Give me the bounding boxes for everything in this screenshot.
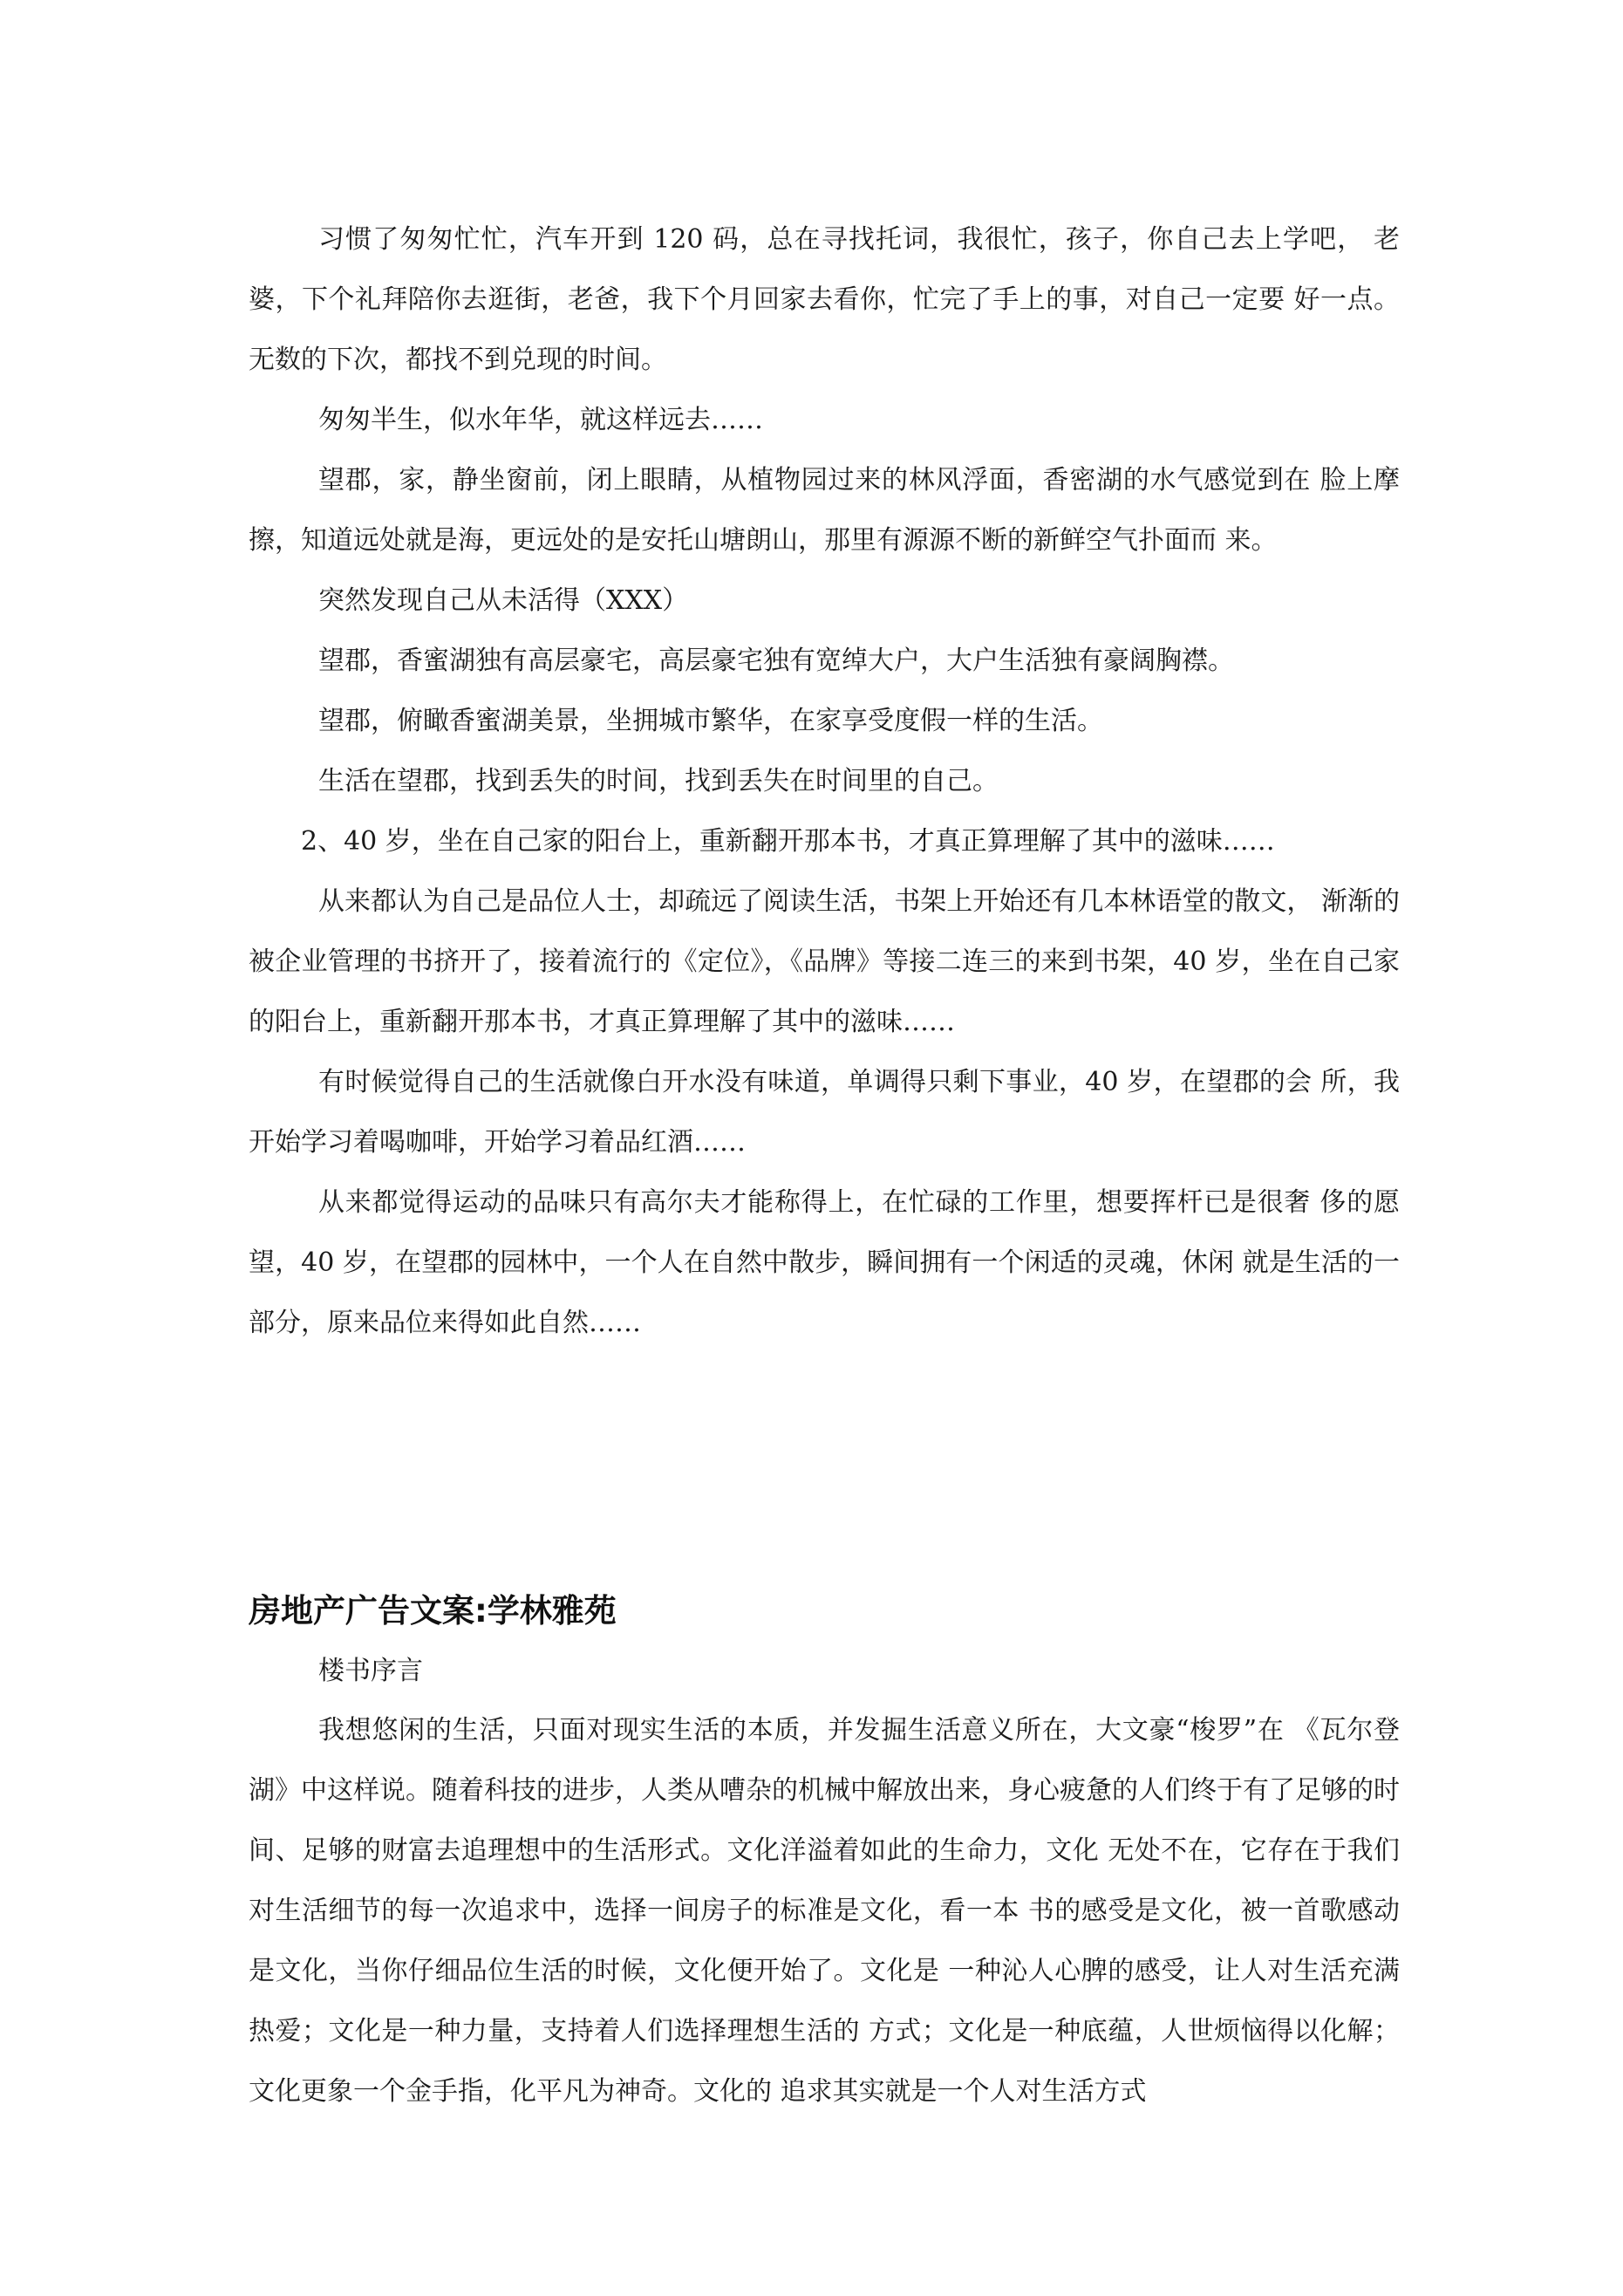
section-xuelin-yayuan [249, 1580, 1400, 2122]
sub-heading: 楼书序言 [318, 1656, 423, 1686]
paragraph: 有时候觉得自己的生活就像白开水没有味道，单调得只剩下事业，40 岁，在望郡的会 所，我开始学习着喝咖啡，开始学习着品红酒…… [249, 1067, 1400, 1158]
document-body [249, 209, 1400, 2122]
section-wangjun [249, 209, 1400, 1353]
section-heading: 房地产广告文案:学林雅苑 [249, 1592, 617, 1630]
paragraph: 望郡，俯瞰香蜜湖美景，坐拥城市繁华，在家享受度假一样的生活。 [318, 706, 1103, 736]
paragraph: 从来都觉得运动的品味只有高尔夫才能称得上，在忙碌的工作里，想要挥杆已是很奢 侈的愿望，40 岁，在望郡的园林中，一个人在自然中散步，瞬间拥有一个闲适的灵魂，休闲 就是生活的一部分，原来品位来得如此自然…… [249, 1187, 1400, 1338]
paragraph: 望郡，香蜜湖独有高层豪宅，高层豪宅独有宽绰大户，大户生活独有豪阔胸襟。 [318, 646, 1234, 676]
paragraph: 2、40 岁，坐在自己家的阳台上，重新翻开那本书，才真正算理解了其中的滋味…… [301, 826, 1275, 857]
paragraph: 我想悠闲的生活，只面对现实生活的本质，并发掘生活意义所在，大文豪“梭罗”在 《瓦尔登湖》中这样说。随着科技的进步，人类从嘈杂的机械中解放出来，身心疲惫的人们终于有了足够的时间、足够的财富去追理想中的生活形式。文化洋溢着如此的生命力，文化 无处不在，它存在于我们对生活细节的每一次追求中，选择一间房子的标准是文化，看一本 书的感受是文化，被一首歌感动是文化，当你仔细品位生活的时候，文化便开始了。文化是 一种沁人心脾的感受，让人对生活充满热爱；文化是一种力量，支持着人们选择理想生活的 方式；文化是一种底蕴，人世烦恼得以化解；文化更象一个金手指，化平凡为神奇。文化的 追求其实就是一个人对生活方式 [249, 1715, 1400, 2107]
paragraph: 从来都认为自己是品位人士，却疏远了阅读生活，书架上开始还有几本林语堂的散文， 渐渐的被企业管理的书挤开了，接着流行的《定位》，《品牌》等接二连三的来到书架，40 岁，坐在自己家的阳台上，重新翻开那本书，才真正算理解了其中的滋味…… [249, 886, 1400, 1037]
section-gap [249, 1353, 1400, 1580]
paragraph: 匆匆半生，似水年华，就这样远去…… [318, 405, 763, 435]
paragraph: 望郡，家，静坐窗前，闭上眼睛，从植物园过来的林风浮面，香密湖的水气感觉到在 脸上摩擦，知道远处就是海，更远处的是安托山塘朗山，那里有源源不断的新鲜空气扑面而 来。 [249, 465, 1400, 556]
paragraph: 突然发现自己从未活得（XXX） [318, 585, 689, 616]
paragraph: 习惯了匆匆忙忙，汽车开到 120 码，总在寻找托词，我很忙，孩子，你自己去上学吧， 老婆，下个礼拜陪你去逛街，老爸，我下个月回家去看你，忙完了手上的事，对自己一定要 好一点。无数的下次，都找不到兑现的时间。 [249, 224, 1400, 375]
paragraph: 生活在望郡，找到丢失的时间，找到丢失在时间里的自己。 [318, 766, 999, 796]
